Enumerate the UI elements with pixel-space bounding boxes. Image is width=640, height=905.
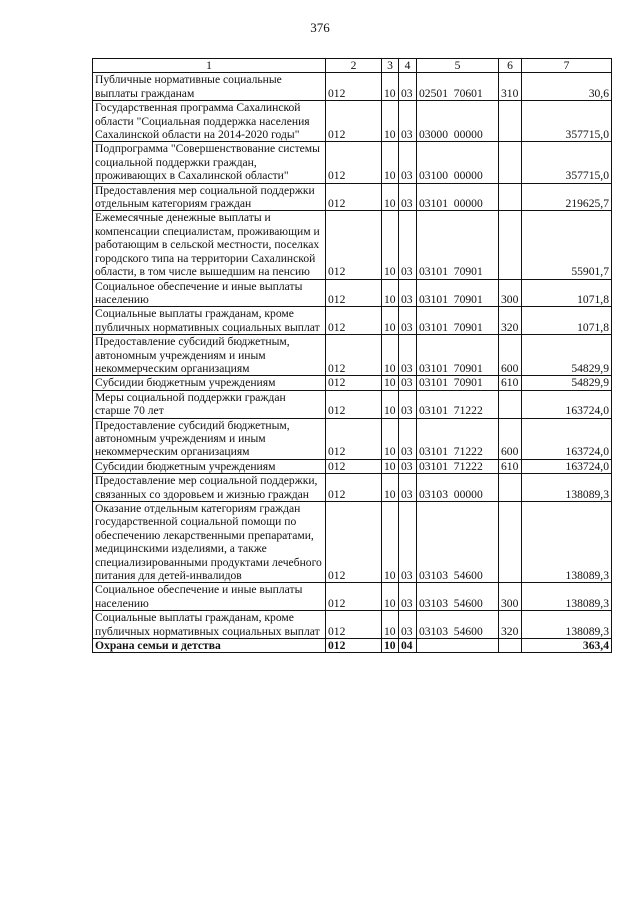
ved-code-cell: 012: [326, 418, 382, 459]
target-article-cell: 03101 70901: [417, 211, 499, 279]
ved-code-cell: 012: [326, 459, 382, 473]
table-row: [93, 183, 612, 211]
expense-type-cell: 300: [499, 279, 522, 307]
table-row: [93, 335, 612, 376]
subsection-code-cell: 03: [399, 474, 417, 502]
table-row: [93, 583, 612, 611]
row-name-cell: Меры социальной поддержки граждан старше 70 лет: [93, 390, 326, 418]
amount-cell: 54829,9: [522, 335, 612, 376]
row-name-cell: Социальное обеспечение и иные выплаты населению: [93, 583, 326, 611]
target-article-cell: 03000 00000: [417, 101, 499, 142]
table-row: [93, 376, 612, 390]
amount-cell: 163724,0: [522, 459, 612, 473]
table-row: [93, 390, 612, 418]
budget-table: [92, 58, 612, 653]
section-code-cell: 10: [382, 611, 399, 639]
column-header: 6: [499, 59, 522, 73]
amount-cell: 138089,3: [522, 583, 612, 611]
table-row: [93, 474, 612, 502]
row-name-cell: Социальные выплаты гражданам, кроме публичных нормативных социальных выплат: [93, 611, 326, 639]
subsection-code-cell: 03: [399, 183, 417, 211]
expense-type-cell: [499, 639, 522, 653]
target-article-cell: 03101 71222: [417, 459, 499, 473]
section-code-cell: 10: [382, 142, 399, 183]
expense-type-cell: [499, 390, 522, 418]
table-row: [93, 502, 612, 583]
page-number: 376: [310, 20, 330, 35]
expense-type-cell: [499, 101, 522, 142]
target-article-cell: 03103 54600: [417, 583, 499, 611]
subsection-code-cell: 03: [399, 611, 417, 639]
row-name-cell: Ежемесячные денежные выплаты и компенсации специалистам, проживающим и работающим в сельской местности, поселках городского типа на территории Сахалинской области, в том числе вышедшим на пенсию: [93, 211, 326, 279]
row-name-cell: Социальное обеспечение и иные выплаты населению: [93, 279, 326, 307]
expense-type-cell: [499, 474, 522, 502]
amount-cell: 357715,0: [522, 101, 612, 142]
column-header: 7: [522, 59, 612, 73]
expense-type-cell: 320: [499, 307, 522, 335]
amount-cell: 163724,0: [522, 418, 612, 459]
expense-type-cell: 310: [499, 73, 522, 101]
table-row: [93, 639, 612, 653]
column-header: 1: [93, 59, 326, 73]
ved-code-cell: 012: [326, 376, 382, 390]
amount-cell: 1071,8: [522, 307, 612, 335]
section-code-cell: 10: [382, 183, 399, 211]
amount-cell: 357715,0: [522, 142, 612, 183]
subsection-code-cell: 03: [399, 335, 417, 376]
column-header: 5: [417, 59, 499, 73]
ved-code-cell: 012: [326, 390, 382, 418]
target-article-cell: 03103 00000: [417, 474, 499, 502]
section-code-cell: 10: [382, 459, 399, 473]
section-code-cell: 10: [382, 211, 399, 279]
row-name-cell: Субсидии бюджетным учреждениям: [93, 459, 326, 473]
subsection-code-cell: 03: [399, 211, 417, 279]
section-code-cell: 10: [382, 474, 399, 502]
section-code-cell: 10: [382, 73, 399, 101]
expense-type-cell: [499, 183, 522, 211]
amount-cell: 138089,3: [522, 502, 612, 583]
table-row: [93, 279, 612, 307]
table-row: [93, 307, 612, 335]
target-article-cell: 03103 54600: [417, 502, 499, 583]
section-code-cell: 10: [382, 307, 399, 335]
expense-type-cell: [499, 502, 522, 583]
subsection-code-cell: 04: [399, 639, 417, 653]
target-article-cell: [417, 639, 499, 653]
row-name-cell: Предоставление субсидий бюджетным, автономным учреждениям и иным некоммерческим организациям: [93, 335, 326, 376]
target-article-cell: 03103 54600: [417, 611, 499, 639]
ved-code-cell: 012: [326, 279, 382, 307]
section-code-cell: 10: [382, 418, 399, 459]
table-row: [93, 73, 612, 101]
row-name-cell: Публичные нормативные социальные выплаты гражданам: [93, 73, 326, 101]
target-article-cell: 03101 70901: [417, 279, 499, 307]
row-name-cell: Охрана семьи и детства: [93, 639, 326, 653]
subsection-code-cell: 03: [399, 390, 417, 418]
expense-type-cell: [499, 211, 522, 279]
ved-code-cell: 012: [326, 211, 382, 279]
subsection-code-cell: 03: [399, 73, 417, 101]
table-row: [93, 142, 612, 183]
expense-type-cell: 600: [499, 335, 522, 376]
table-row: [93, 211, 612, 279]
amount-cell: 163724,0: [522, 390, 612, 418]
ved-code-cell: 012: [326, 101, 382, 142]
subsection-code-cell: 03: [399, 583, 417, 611]
section-code-cell: 10: [382, 279, 399, 307]
subsection-code-cell: 03: [399, 142, 417, 183]
target-article-cell: 03101 70901: [417, 376, 499, 390]
table-row: [93, 418, 612, 459]
ved-code-cell: 012: [326, 335, 382, 376]
expense-type-cell: [499, 142, 522, 183]
table-row: [93, 611, 612, 639]
ved-code-cell: 012: [326, 611, 382, 639]
row-name-cell: Государственная программа Сахалинской области "Социальная поддержка населения Сахалинской области на 2014-2020 годы": [93, 101, 326, 142]
expense-type-cell: 300: [499, 583, 522, 611]
subsection-code-cell: 03: [399, 376, 417, 390]
row-name-cell: Социальные выплаты гражданам, кроме публичных нормативных социальных выплат: [93, 307, 326, 335]
budget-table-body: [93, 59, 612, 653]
section-code-cell: 10: [382, 376, 399, 390]
ved-code-cell: 012: [326, 474, 382, 502]
amount-cell: 138089,3: [522, 474, 612, 502]
section-code-cell: 10: [382, 639, 399, 653]
subsection-code-cell: 03: [399, 279, 417, 307]
amount-cell: 30,6: [522, 73, 612, 101]
row-name-cell: Субсидии бюджетным учреждениям: [93, 376, 326, 390]
expense-type-cell: 320: [499, 611, 522, 639]
subsection-code-cell: 03: [399, 418, 417, 459]
target-article-cell: 03101 70901: [417, 335, 499, 376]
row-name-cell: Подпрограмма "Совершенствование системы социальной поддержки граждан, проживающих в Сахалинской области": [93, 142, 326, 183]
ved-code-cell: 012: [326, 142, 382, 183]
ved-code-cell: 012: [326, 583, 382, 611]
amount-cell: 1071,8: [522, 279, 612, 307]
target-article-cell: 03101 71222: [417, 390, 499, 418]
column-header: 3: [382, 59, 399, 73]
amount-cell: 55901,7: [522, 211, 612, 279]
section-code-cell: 10: [382, 583, 399, 611]
target-article-cell: 03100 00000: [417, 142, 499, 183]
target-article-cell: 03101 00000: [417, 183, 499, 211]
table-row: [93, 459, 612, 473]
amount-cell: 363,4: [522, 639, 612, 653]
target-article-cell: 03101 71222: [417, 418, 499, 459]
expense-type-cell: 600: [499, 418, 522, 459]
table-row: [93, 101, 612, 142]
amount-cell: 219625,7: [522, 183, 612, 211]
target-article-cell: 02501 70601: [417, 73, 499, 101]
row-name-cell: Предоставление мер социальной поддержки, связанных со здоровьем и жизнью граждан: [93, 474, 326, 502]
subsection-code-cell: 03: [399, 459, 417, 473]
subsection-code-cell: 03: [399, 502, 417, 583]
ved-code-cell: 012: [326, 502, 382, 583]
section-code-cell: 10: [382, 390, 399, 418]
subsection-code-cell: 03: [399, 101, 417, 142]
ved-code-cell: 012: [326, 73, 382, 101]
section-code-cell: 10: [382, 335, 399, 376]
subsection-code-cell: 03: [399, 307, 417, 335]
target-article-cell: 03101 70901: [417, 307, 499, 335]
column-header: 4: [399, 59, 417, 73]
ved-code-cell: 012: [326, 307, 382, 335]
row-name-cell: Оказание отдельным категориям граждан государственной социальной помощи по обеспечению лекарственными препаратами, медицинскими изделиями, а также специализированными продуктами лечебного питания для детей-инвалидов: [93, 502, 326, 583]
ved-code-cell: 012: [326, 183, 382, 211]
section-code-cell: 10: [382, 502, 399, 583]
section-code-cell: 10: [382, 101, 399, 142]
column-header: 2: [326, 59, 382, 73]
row-name-cell: Предоставления мер социальной поддержки отдельным категориям граждан: [93, 183, 326, 211]
row-name-cell: Предоставление субсидий бюджетным, автономным учреждениям и иным некоммерческим организациям: [93, 418, 326, 459]
ved-code-cell: 012: [326, 639, 382, 653]
expense-type-cell: 610: [499, 376, 522, 390]
table-header-row: [93, 59, 612, 73]
expense-type-cell: 610: [499, 459, 522, 473]
amount-cell: 54829,9: [522, 376, 612, 390]
amount-cell: 138089,3: [522, 611, 612, 639]
